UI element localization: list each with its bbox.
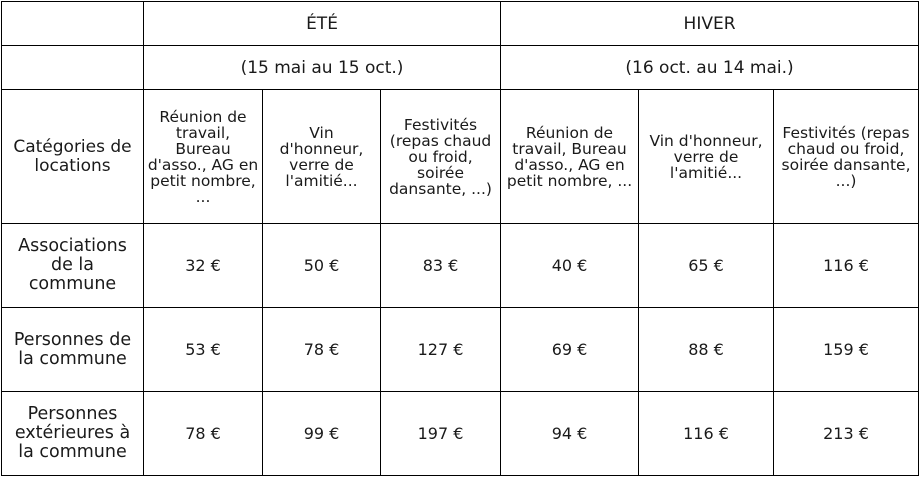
price-cell: 116 € [639, 392, 774, 476]
price-cell: 78 € [144, 392, 263, 476]
table-row [2, 392, 919, 476]
row-label: Personnes de la commune [2, 308, 144, 392]
season-summer-header: ÉTÉ [144, 2, 501, 46]
price-cell: 69 € [501, 308, 639, 392]
empty-corner-cell [2, 46, 144, 90]
price-cell: 32 € [144, 224, 263, 308]
price-cell: 65 € [639, 224, 774, 308]
winter-period: (16 oct. au 14 mai.) [501, 46, 919, 90]
column-header-summer-reception: Vin d'honneur, verre de l'amitié... [263, 90, 381, 224]
period-row [2, 46, 919, 90]
row-label: Personnes extérieures à la commune [2, 392, 144, 476]
column-header-winter-reception: Vin d'honneur, verre de l'amitié... [639, 90, 774, 224]
summer-period: (15 mai au 15 oct.) [144, 46, 501, 90]
row-label: Associations de la commune [2, 224, 144, 308]
price-cell: 53 € [144, 308, 263, 392]
price-cell: 83 € [381, 224, 501, 308]
table-row [2, 308, 919, 392]
column-header-winter-festivities: Festivités (repas chaud ou froid, soirée dansante, ...) [774, 90, 919, 224]
price-cell: 116 € [774, 224, 919, 308]
price-cell: 88 € [639, 308, 774, 392]
price-cell: 159 € [774, 308, 919, 392]
price-cell: 99 € [263, 392, 381, 476]
category-header: Catégories de locations [2, 90, 144, 224]
season-winter-header: HIVER [501, 2, 919, 46]
season-row [2, 2, 919, 46]
column-header-winter-meeting: Réunion de travail, Bureau d'asso., AG en petit nombre, ... [501, 90, 639, 224]
price-cell: 94 € [501, 392, 639, 476]
column-header-row [2, 90, 919, 224]
price-cell: 78 € [263, 308, 381, 392]
pricing-table [1, 1, 919, 476]
price-cell: 197 € [381, 392, 501, 476]
empty-corner-cell [2, 2, 144, 46]
price-cell: 40 € [501, 224, 639, 308]
price-cell: 50 € [263, 224, 381, 308]
price-cell: 127 € [381, 308, 501, 392]
column-header-summer-festivities: Festivités (repas chaud ou froid, soirée dansante, ...) [381, 90, 501, 224]
table-row [2, 224, 919, 308]
column-header-summer-meeting: Réunion de travail, Bureau d'asso., AG en petit nombre, ... [144, 90, 263, 224]
price-cell: 213 € [774, 392, 919, 476]
